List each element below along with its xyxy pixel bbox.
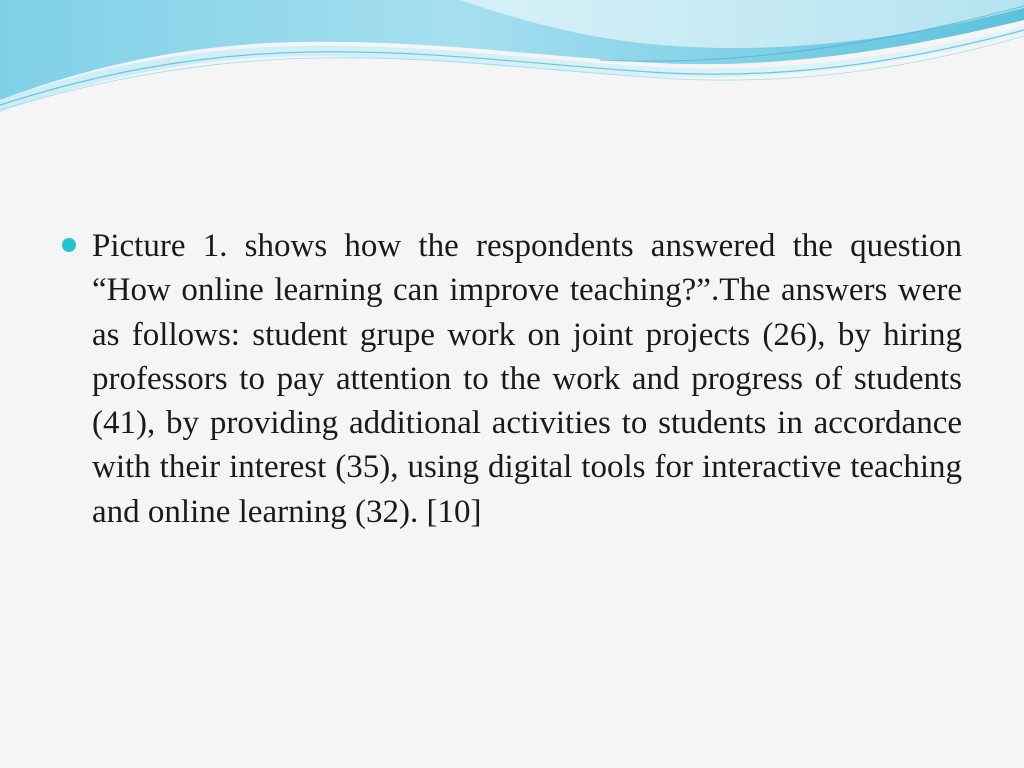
header-wave-decoration [0,0,1024,130]
slide-content [62,224,964,534]
bullet-dot-icon [62,238,76,252]
bullet-text: Picture 1. shows how the respondents answered the question “How online learning can improve teaching?”.The answers were as follows: student grupe work on joint projects (26), by hiring professors to pay attention to the work and progress of students (41), by providing additional activities to students in accordance with their interest (35), using digital tools for interactive teaching and online learning (32). [10] [92,228,962,530]
bullet-item [62,224,964,534]
